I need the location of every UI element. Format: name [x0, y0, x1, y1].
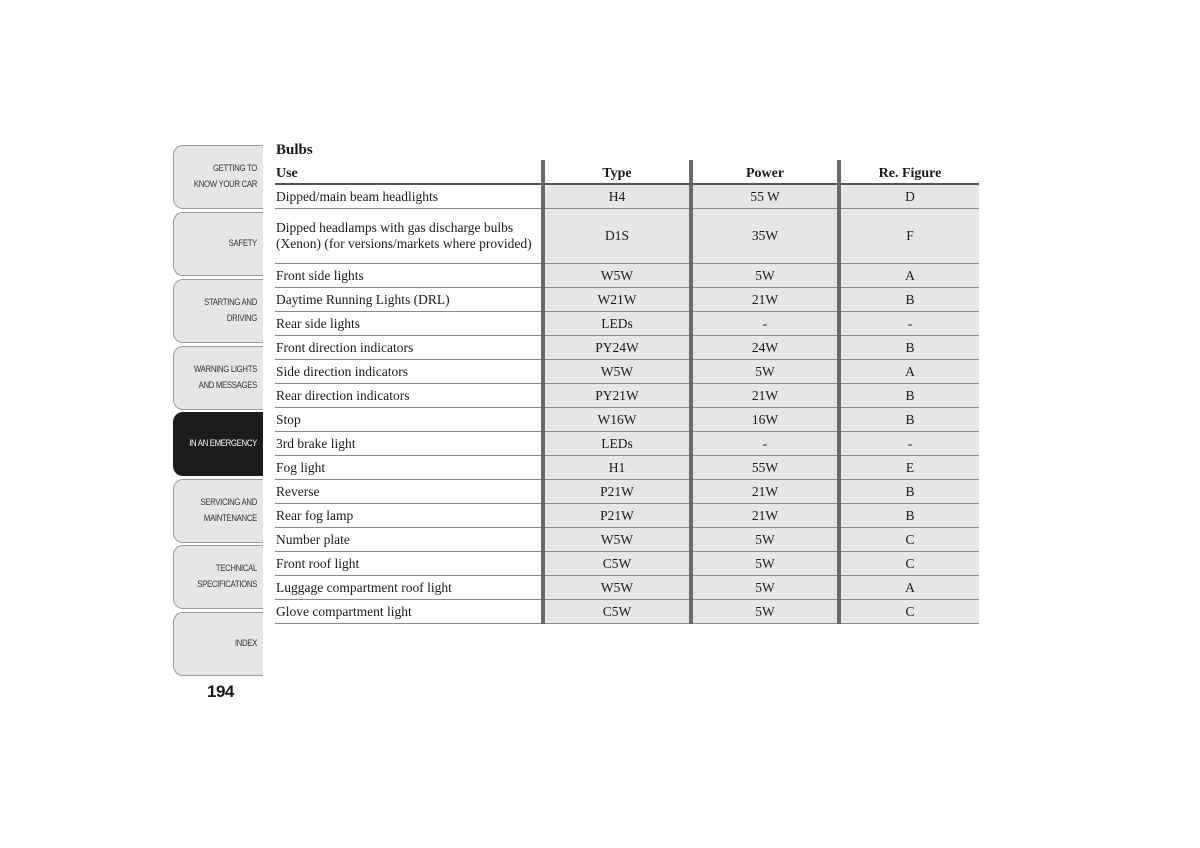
- cell-use: Luggage compartment roof light: [275, 576, 543, 600]
- table-row: [275, 264, 979, 288]
- cell-use: Rear side lights: [275, 312, 543, 336]
- tab-safety[interactable]: SAFETY: [173, 212, 263, 276]
- cell-type: W5W: [543, 360, 691, 384]
- cell-use: Front side lights: [275, 264, 543, 288]
- table-header-row: [275, 160, 979, 184]
- cell-power: 21W: [691, 480, 839, 504]
- section-title: Bulbs: [276, 142, 313, 158]
- cell-use: Glove compartment light: [275, 600, 543, 624]
- table-row: [275, 456, 979, 480]
- cell-figure: B: [839, 384, 979, 408]
- cell-use: Reverse: [275, 480, 543, 504]
- cell-use: Rear direction indicators: [275, 384, 543, 408]
- cell-type: H4: [543, 184, 691, 209]
- cell-figure: -: [839, 432, 979, 456]
- header-type: Type: [543, 160, 691, 184]
- cell-type: LEDs: [543, 312, 691, 336]
- cell-type: LEDs: [543, 432, 691, 456]
- table-row: [275, 528, 979, 552]
- header-use: Use: [275, 160, 543, 184]
- table-row: [275, 384, 979, 408]
- cell-type: C5W: [543, 552, 691, 576]
- table-row: [275, 360, 979, 384]
- table-row: [275, 576, 979, 600]
- cell-use: Fog light: [275, 456, 543, 480]
- table-row: [275, 312, 979, 336]
- table-row: [275, 480, 979, 504]
- cell-use: Side direction indicators: [275, 360, 543, 384]
- table-row: [275, 600, 979, 624]
- cell-power: 55 W: [691, 184, 839, 209]
- tab-starting-and-driving[interactable]: STARTING AND DRIVING: [173, 279, 263, 343]
- cell-use: Number plate: [275, 528, 543, 552]
- table-row: [275, 336, 979, 360]
- tab-warning-lights-and-messages[interactable]: WARNING LIGHTS AND MESSAGES: [173, 346, 263, 410]
- cell-figure: C: [839, 600, 979, 624]
- cell-use: Front direction indicators: [275, 336, 543, 360]
- cell-figure: B: [839, 408, 979, 432]
- tab-servicing-and-maintenance[interactable]: SERVICING AND MAINTENANCE: [173, 479, 263, 543]
- table-row: [275, 432, 979, 456]
- cell-figure: D: [839, 184, 979, 209]
- cell-power: 35W: [691, 209, 839, 264]
- cell-type: D1S: [543, 209, 691, 264]
- cell-figure: A: [839, 360, 979, 384]
- cell-type: P21W: [543, 480, 691, 504]
- cell-use: Dipped/main beam headlights: [275, 184, 543, 209]
- table-row: [275, 184, 979, 209]
- cell-figure: A: [839, 264, 979, 288]
- cell-use: Front roof light: [275, 552, 543, 576]
- cell-type: W5W: [543, 576, 691, 600]
- cell-type: W16W: [543, 408, 691, 432]
- cell-type: W21W: [543, 288, 691, 312]
- cell-power: 5W: [691, 600, 839, 624]
- cell-figure: C: [839, 552, 979, 576]
- cell-figure: E: [839, 456, 979, 480]
- header-figure: Re. Figure: [839, 160, 979, 184]
- cell-figure: B: [839, 504, 979, 528]
- cell-power: -: [691, 432, 839, 456]
- cell-use: 3rd brake light: [275, 432, 543, 456]
- cell-power: 5W: [691, 552, 839, 576]
- cell-use: Dipped headlamps with gas discharge bulbs (Xenon) (for versions/markets where provided): [275, 209, 543, 264]
- tab-technical-specifications[interactable]: TECHNICAL SPECIFICATIONS: [173, 545, 263, 609]
- cell-power: -: [691, 312, 839, 336]
- cell-figure: C: [839, 528, 979, 552]
- cell-use: Rear fog lamp: [275, 504, 543, 528]
- cell-use: Stop: [275, 408, 543, 432]
- header-power: Power: [691, 160, 839, 184]
- cell-power: 5W: [691, 528, 839, 552]
- cell-figure: B: [839, 288, 979, 312]
- tab-index[interactable]: INDEX: [173, 612, 263, 676]
- cell-power: 21W: [691, 504, 839, 528]
- cell-type: C5W: [543, 600, 691, 624]
- page-number: 194: [207, 682, 234, 701]
- cell-figure: B: [839, 336, 979, 360]
- cell-type: H1: [543, 456, 691, 480]
- cell-power: 5W: [691, 576, 839, 600]
- table-row: [275, 504, 979, 528]
- cell-figure: F: [839, 209, 979, 264]
- cell-use: Daytime Running Lights (DRL): [275, 288, 543, 312]
- cell-power: 5W: [691, 264, 839, 288]
- table-row: [275, 552, 979, 576]
- tab-in-an-emergency[interactable]: IN AN EMERGENCY: [173, 412, 263, 476]
- cell-type: P21W: [543, 504, 691, 528]
- cell-power: 21W: [691, 288, 839, 312]
- cell-power: 55W: [691, 456, 839, 480]
- cell-power: 24W: [691, 336, 839, 360]
- table-row: [275, 408, 979, 432]
- cell-power: 21W: [691, 384, 839, 408]
- bulbs-table: [275, 160, 979, 624]
- cell-power: 5W: [691, 360, 839, 384]
- cell-power: 16W: [691, 408, 839, 432]
- cell-type: PY24W: [543, 336, 691, 360]
- table-row: [275, 209, 979, 264]
- cell-figure: B: [839, 480, 979, 504]
- cell-figure: A: [839, 576, 979, 600]
- cell-type: W5W: [543, 528, 691, 552]
- table-row: [275, 288, 979, 312]
- cell-type: W5W: [543, 264, 691, 288]
- tab-getting-to-know-your-car[interactable]: GETTING TO KNOW YOUR CAR: [173, 145, 263, 209]
- cell-figure: -: [839, 312, 979, 336]
- cell-type: PY21W: [543, 384, 691, 408]
